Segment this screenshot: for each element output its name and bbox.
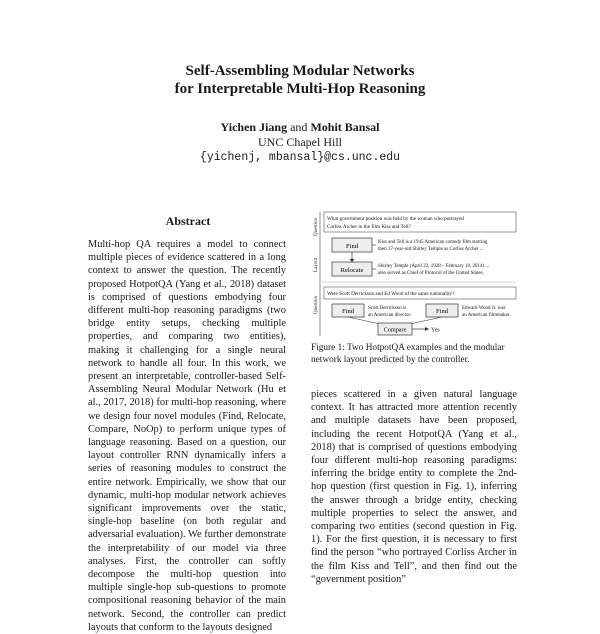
find2a-evidence-line-2: an American director. xyxy=(368,313,412,318)
title-line-2: for Interpretable Multi-Hop Reasoning xyxy=(174,81,426,97)
author-1: Yichen Jiang xyxy=(220,120,288,134)
relocate-evidence-line-2: also served as Chief of Protocol of the United States. xyxy=(378,271,484,276)
author-names xyxy=(0,120,600,135)
find1-evidence-line-1: Kiss and Tell is a 1945 American comedy film starring xyxy=(378,240,488,245)
author-and: and xyxy=(290,120,308,134)
find2a-evidence-line-1: Scott Derrickson is xyxy=(368,306,407,311)
affiliation: UNC Chapel Hill xyxy=(258,135,342,149)
abstract-text: Multi-hop QA requires a model to connect multiple pieces of evidence scattered in a long context to answer the question. The recently proposed HotpotQA (Yang et al., 2018) dataset is comprised of questions embodying four different multi-hop reasoning paradigms (two bridge entity setups, checking multiple properties, and comparing two entities), making it challenging for a single neural network to handle all four. In this work, we present an interpretable, controller-based Self-Assembling Neural Modular Network (Hu et al., 2017, 2018) for multi-hop reasoning, where we design four novel modules (Find, Relocate, Compare, NoOp) to perform unique types of language reasoning. Based on a question, our layout controller RNN dynamically infers a series of reasoning modules to construct the entire network. Empirically, we show that our dynamic, multi-hop modular network achieves significant improvements over the static, single-hop baseline (on both regular and adversarial evaluation). We further demonstrate the interpretability of our model via three analyses. First, the controller can softly decompose the multi-hop question into multiple single-hop sub-questions to promote compositional reasoning behavior of the main network. Second, the controller can predict layouts that conform to the layouts designed xyxy=(88,239,286,633)
figure-1 xyxy=(308,210,520,338)
find2b-evidence-line-2: an American filmmaker. xyxy=(462,313,511,318)
paper-title xyxy=(0,62,600,98)
find-module-2a-label: Find xyxy=(342,308,354,315)
title-line-1: Self-Assembling Modular Networks xyxy=(185,63,415,79)
body-text-right: pieces scattered in a given natural language context. It has attracted more attention recently and multiple datasets have been proposed, including the recent HotpotQA (Yang et al., 2018) that is comprised of questions embodying four different multi-hop reasoning paradigms: inferring the bridge entity to complete the 2nd-hop question (first question in Fig. 1), inferring the answer through a bridge entity, checking multiple properties to select the answer, and comparing two entities (second question in Fig. 1). For the first question, it is necessary to first find the person “who portrayed Corliss Archer in the film Kiss and Tell”, and then find out the “government position” xyxy=(311,389,517,585)
q1-side-label: Question xyxy=(314,217,319,236)
q2-text: Were Scott Derrickson and Ed Wood of the same nationality? xyxy=(327,291,455,297)
author-block xyxy=(0,120,600,165)
layout1-side-label: Layout xyxy=(314,257,319,272)
author-2: Mohit Bansal xyxy=(310,120,380,134)
q2-side-label: Question xyxy=(314,295,319,314)
layout2-side-label xyxy=(314,337,319,338)
find-module-1-label: Find xyxy=(346,243,358,250)
compare-module-label: Compare xyxy=(383,326,407,334)
relocate-evidence-line-1: Shirley Temple (April 23, 1928 – February 10, 2014) ... xyxy=(378,264,490,269)
find-module-2b-label: Find xyxy=(436,308,448,315)
figure-caption: Figure 1: Two HotpotQA examples and the modular network layout predicted by the controller. xyxy=(311,343,505,365)
q1-text-line-2: Corliss Archer in the film Kiss and Tell? xyxy=(327,224,411,230)
find1-evidence-line-2: then 17-year-old Shirley Temple as Corliss Archer ... xyxy=(378,247,484,252)
email: {yichenj, mbansal}@cs.unc.edu xyxy=(199,151,401,164)
answer: Yes xyxy=(431,327,440,334)
abstract-heading: Abstract xyxy=(165,214,211,228)
find2b-evidence-line-1: Edward Wood Jr. was xyxy=(462,306,506,311)
q1-text-line-1: What government position was held by the woman who portrayed xyxy=(327,216,465,222)
relocate-module-label: Relocate xyxy=(340,267,364,274)
